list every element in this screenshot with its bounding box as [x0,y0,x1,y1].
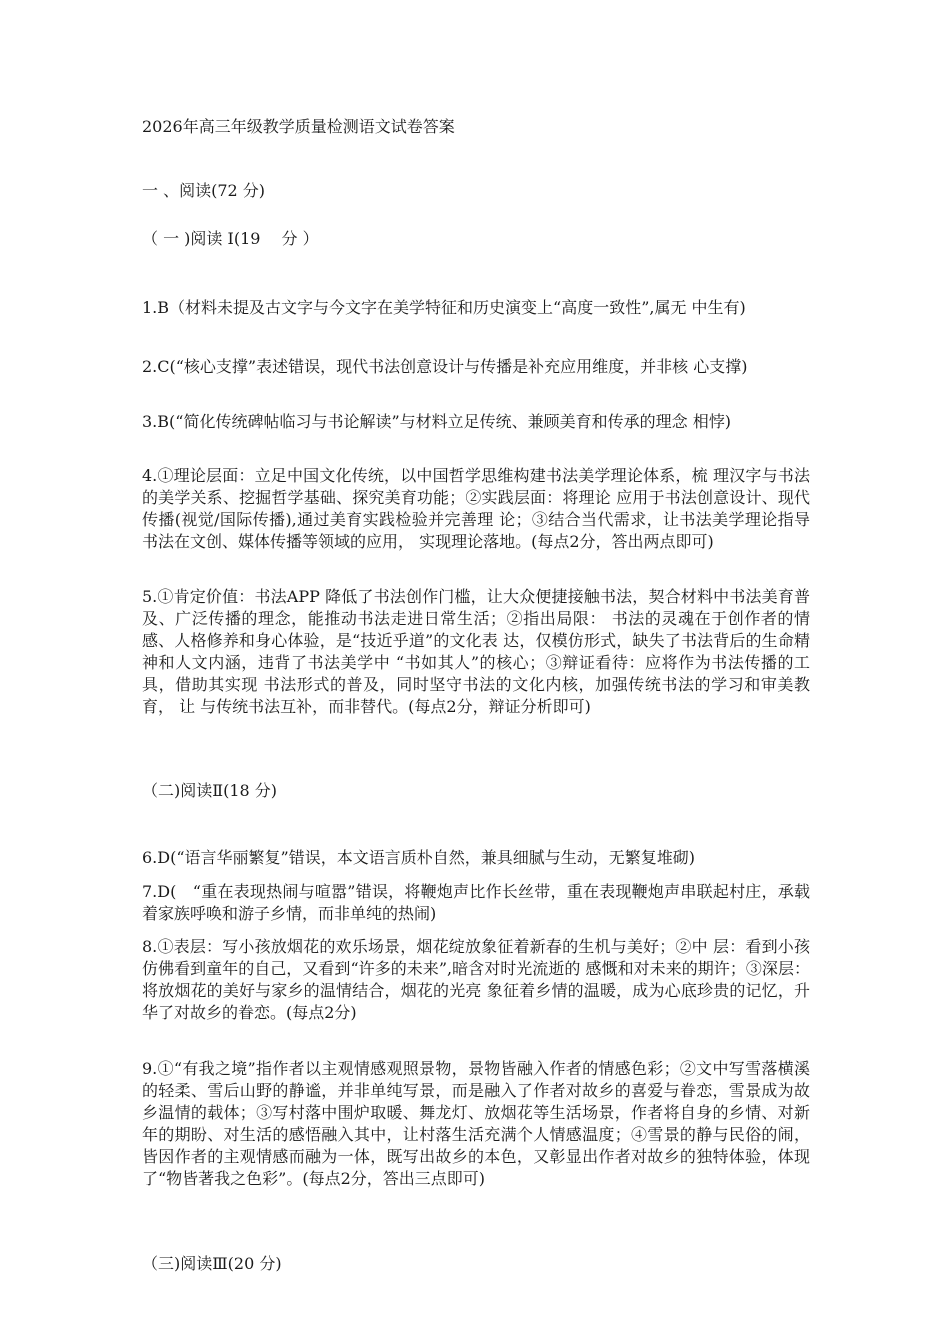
answer-8: 8.①表层：写小孩放烟花的欢乐场景，烟花绽放象征着新春的生机与美好；②中 层：看到小孩仿佛看到童年的自己，又看到“许多的未来”,暗含对时光流逝的 感慨和对未来的期许；③深层：将放烟花的美好与家乡的温情结合，烟花的光亮 象征着乡情的温暖，成为心底珍贵的记忆，升华了对故乡的眷恋。(每点2分) [142,937,810,1022]
subsection-heading-reading-1: （ 一 )阅读 I(19 分 ） [142,229,319,248]
answer-4: 4.①理论层面：立足中国文化传统，以中国哲学思维构建书法美学理论体系，梳 理汉字与书法的美学关系、挖掘哲学基础、探究美育功能；②实践层面：将理论 应用于书法创意设计、现代传播(视觉/国际传播),通过美育实践检验并完善理 论；③结合当代需求，让书法美学理论指导书法在文创、媒体传播等领域的应用， 实现理论落地。(每点2分，答出两点即可) [142,466,810,551]
subsection-heading-reading-3: （三)阅读Ⅲ(20 分) [142,1254,282,1273]
answer-3: 3.B(“简化传统碑帖临习与书论解读”与材料立足传统、兼顾美育和传承的理念 相悖) [142,412,731,431]
answer-5: 5.①肯定价值：书法APP 降低了书法创作门槛，让大众便捷接触书法，契合材料中书法美育普及、广泛传播的理念，能推动书法走进日常生活；②指出局限： 书法的灵魂在于创作者的情感、人格修养和身心体验，是“技近乎道”的文化表 达，仅模仿形式，缺失了书法背后的生命精神和人文内涵，违背了书法美学中 “书如其人”的核心；③辩证看待：应将作为书法传播的工具，借助其实现 书法形式的普及，同时坚守书法的文化内核，加强传统书法的学习和审美教育， 让 与传统书法互补，而非替代。(每点2分，辩证分析即可) [142,587,810,716]
answer-9: 9.①“有我之境”指作者以主观情感观照景物，景物皆融入作者的情感色彩；②文中写雪落横溪的轻柔、雪后山野的静谧，并非单纯写景，而是融入了作者对故乡的喜爱与眷恋，雪景成为故乡温情的载体；③写村落中围炉取暖、舞龙灯、放烟花等生活场景，作者将自身的乡情、对新年的期盼、对生活的感悟融入其中，让村落生活充满个人情感温度；④雪景的静与民俗的闹，皆因作者的主观情感而融为一体，既写出故乡的本色，又彰显出作者对故乡的独特体验，体现了“物皆著我之色彩”。(每点2分，答出三点即可) [142,1059,810,1188]
answer-1: 1.B（材料未提及古文字与今文字在美学特征和历史演变上“高度一致性”,属无 中生有) [142,298,746,317]
answer-2: 2.C(“核心支撑”表述错误，现代书法创意设计与传播是补充应用维度，并非核 心支撑) [142,357,748,376]
section-heading-reading: 一 、阅读(72 分) [142,181,266,200]
document-title: 2026年高三年级教学质量检测语文试卷答案 [142,117,455,136]
answer-7: 7.D( “重在表现热闹与喧嚣”错误，将鞭炮声比作长丝带，重在表现鞭炮声串联起村庄，承载着家族呼唤和游子乡情，而非单纯的热闹) [142,882,810,923]
subsection-heading-reading-2: （二)阅读Ⅱ(18 分) [142,781,278,800]
answer-6: 6.D(“语言华丽繁复”错误，本文语言质朴自然，兼具细腻与生动，无繁复堆砌) [142,848,695,867]
